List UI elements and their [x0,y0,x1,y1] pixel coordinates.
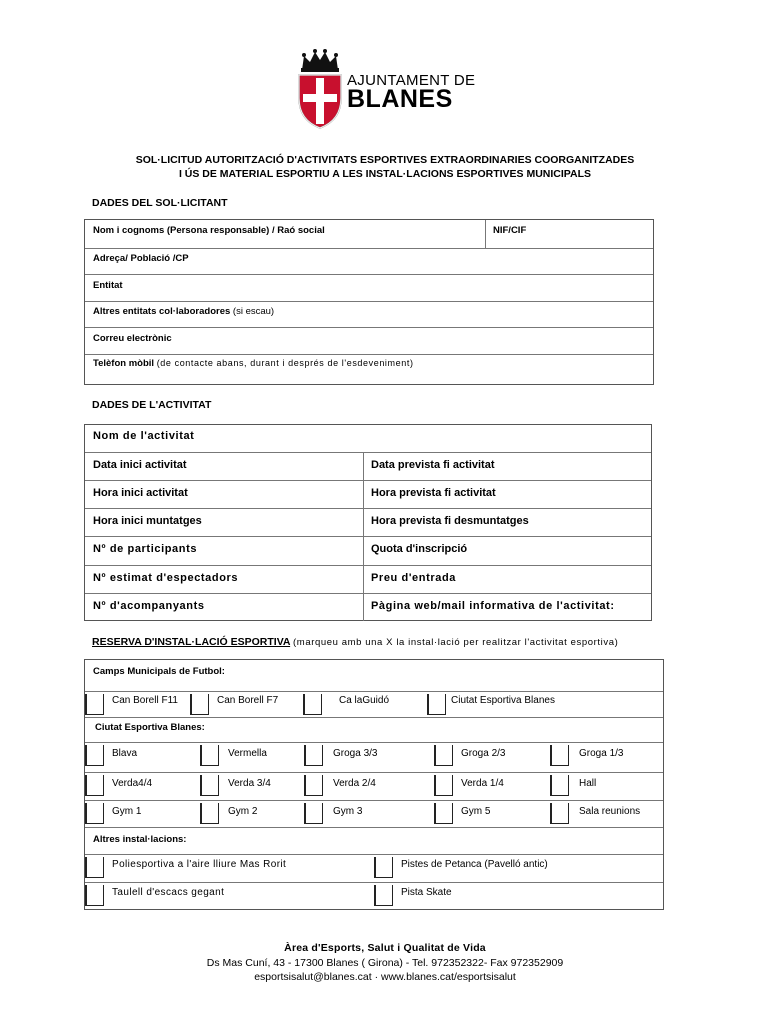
entity-label: Entitat [93,280,123,291]
ciutat-title-row [85,717,663,742]
activity-field-right[interactable]: Preu d'entrada [371,572,456,584]
nif-label: NIF/CIF [493,225,527,236]
ciutat-option-label: Gym 5 [461,806,491,817]
other-title: Altres instal·lacions: [93,834,187,845]
ciutat-option-label: Verda 1/4 [461,778,504,789]
phone-note: (de contacte abans, durant i després de l'esdeveniment) [156,358,414,368]
football-title: Camps Municipals de Futbol: [93,666,225,677]
entity-row[interactable] [85,274,653,301]
activity-field-left[interactable]: Nº d'acompanyants [93,600,205,612]
ciutat-option-label: Groga 3/3 [333,748,378,759]
ciutat-checkbox[interactable] [85,803,104,824]
ciutat-checkbox[interactable] [304,803,323,824]
ciutat-checkbox[interactable] [434,803,453,824]
ciutat-checkbox[interactable] [200,745,219,766]
other-option-label: Poliesportiva a l'aire lliure Mas Rorit [112,859,287,870]
other-option-label: Pista Skate [401,887,452,898]
ciutat-checkbox[interactable] [550,745,569,766]
activity-section-title: DADES DE L'ACTIVITAT [92,399,212,411]
activity-field-right[interactable]: Data prevista fi activitat [371,459,495,471]
ciutat-checkbox[interactable] [550,803,569,824]
other-checkbox[interactable] [85,857,104,878]
ciutat-option-label: Verda 2/4 [333,778,376,789]
ciutat-checkbox[interactable] [85,745,104,766]
activity-name-row[interactable] [85,425,651,452]
footer-address: Ds Mas Cuní, 43 - 17300 Blanes ( Girona) - Tel. 972352322- Fax 972352909 [206,957,564,969]
activity-row [85,565,651,593]
ciutat-option-label: Hall [579,778,597,789]
org-name-line1: AJUNTAMENT DE [347,72,476,89]
phone-label [93,358,414,369]
ciutat-option-label: Groga 2/3 [461,748,506,759]
ciutat-option-label: Sala reunions [579,806,641,817]
ciutat-option-label: Gym 1 [112,806,142,817]
ciutat-option-label: Blava [112,748,138,759]
footer-department: Àrea d'Esports, Salut i Qualitat de Vida [284,942,486,954]
ciutat-checkbox[interactable] [200,803,219,824]
activity-row [85,480,651,508]
activity-name-label: Nom de l'activitat [93,430,195,442]
form-title-line1: SOL·LICITUD AUTORITZACIÓ D'ACTIVITATS ESPORTIVES EXTRAORDINARIES COORGANITZADES [135,154,635,166]
football-checkbox[interactable] [85,694,104,715]
footer-contact: esportsisalut@blanes.cat · www.blanes.cat/esportsisalut [254,971,516,983]
football-option-label: Can Borell F7 [217,695,279,706]
football-options-row [85,691,663,717]
activity-field-left[interactable]: Nº de participants [93,543,198,555]
other-checkbox[interactable] [374,885,393,906]
reservation-title-text: RESERVA D'INSTAL·LACIÓ ESPORTIVA [92,636,291,648]
activity-row [85,452,651,480]
activity-row [85,593,651,621]
ciutat-checkbox[interactable] [200,775,219,796]
other-options-row [85,854,663,882]
activity-field-right[interactable]: Quota d'inscripció [371,543,468,555]
activity-field-left[interactable]: Hora inici muntatges [93,515,202,527]
collab-label [93,306,274,317]
other-options-row [85,882,663,909]
phone-label-text: Telèfon mòbil [93,358,155,369]
activity-field-left[interactable]: Nº estimat d'espectadors [93,572,239,584]
ciutat-option-label: Gym 2 [228,806,258,817]
applicant-name-row [85,220,653,248]
collab-row[interactable] [85,301,653,327]
ciutat-option-label: Vermella [228,748,267,759]
football-checkbox[interactable] [427,694,446,715]
football-option-label: Ciutat Esportiva Blanes [451,695,555,706]
email-row[interactable] [85,327,653,354]
football-checkbox[interactable] [303,694,322,715]
football-option-label: Can Borell F11 [112,695,178,706]
football-checkbox[interactable] [190,694,209,715]
form-title-line2: I ÚS DE MATERIAL ESPORTIU A LES INSTAL·LACIONS ESPORTIVES MUNICIPALS [178,168,592,180]
ciutat-option-label: Verda 3/4 [228,778,271,789]
ciutat-checkbox[interactable] [85,775,104,796]
ciutat-checkbox[interactable] [434,775,453,796]
blanes-crest-logo [295,48,345,130]
football-title-row [85,660,663,691]
applicant-section-title: DADES DEL SOL·LICITANT [92,197,228,209]
org-name-line2: BLANES [347,85,453,113]
ciutat-options-row [85,772,663,800]
ciutat-option-label: Gym 3 [333,806,363,817]
activity-field-right[interactable]: Hora prevista fi desmuntatges [371,515,529,527]
activity-field-left[interactable]: Hora inici activitat [93,487,188,499]
activity-field-left[interactable]: Data inici activitat [93,459,187,471]
applicant-table [84,219,654,385]
ciutat-checkbox[interactable] [304,745,323,766]
address-label: Adreça/ Població /CP [93,253,189,264]
football-option-label: Ca laGuidó [339,695,390,706]
other-title-row [85,827,663,854]
activity-table [84,424,652,621]
phone-row[interactable] [85,354,653,384]
reservation-table [84,659,664,910]
ciutat-checkbox[interactable] [304,775,323,796]
other-checkbox[interactable] [85,885,104,906]
activity-field-right[interactable]: Hora prevista fi activitat [371,487,496,499]
other-checkbox[interactable] [374,857,393,878]
collab-note: (si escau) [232,306,275,317]
reservation-section-title [92,636,618,648]
ciutat-options-row [85,742,663,772]
ciutat-options-row [85,800,663,827]
other-option-label: Pistes de Petanca (Pavelló antic) [401,859,548,870]
ciutat-title: Ciutat Esportiva Blanes: [95,722,205,733]
address-row[interactable] [85,248,653,274]
activity-field-right[interactable]: Pàgina web/mail informativa de l'activitat: [371,600,615,612]
other-option-label: Taulell d'escacs gegant [112,887,225,898]
email-label: Correu electrònic [93,333,172,344]
activity-row [85,508,651,536]
activity-row [85,536,651,565]
ciutat-checkbox[interactable] [550,775,569,796]
name-label: Nom i cognoms (Persona responsable) / Raó social [93,225,325,236]
ciutat-checkbox[interactable] [434,745,453,766]
collab-label-text: Altres entitats col·laboradores [93,306,231,317]
ciutat-option-label: Groga 1/3 [579,748,624,759]
ciutat-option-label: Verda4/4 [112,778,153,789]
reservation-note: (marqueu amb una X la instal·lació per realitzar l'activitat esportiva) [293,637,619,648]
